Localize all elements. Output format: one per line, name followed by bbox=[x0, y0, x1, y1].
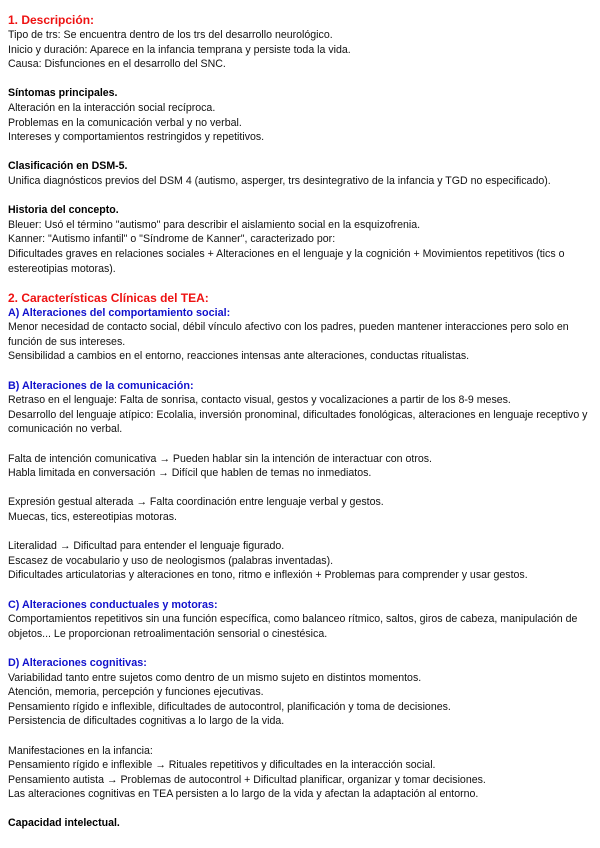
heading-dsm5: Clasificación en DSM-5. bbox=[8, 160, 128, 173]
paragraph: Desarrollo del lenguaje atípico: Ecolalia, inversión pronominal, dificultades fonológicas, alteraciones en lenguaje receptivo y comunicación no verbal. bbox=[8, 408, 588, 436]
paragraph: Dificultades graves en relaciones sociales + Alteraciones en el lenguaje y la cognición + Movimientos repetitivos (tics o estereotipias motoras). bbox=[8, 247, 565, 275]
paragraph: Variabilidad tanto entre sujetos como dentro de un mismo sujeto en distintos momentos. bbox=[8, 671, 422, 684]
paragraph: Comportamientos repetitivos sin una función específica, como balanceo rítmico, saltos, giros de cabeza, manipulación de objetos... Le proporcionan retroalimentación sensorial o cinestésica. bbox=[8, 613, 578, 640]
paragraph: Habla limitada en conversación → Difícil que hablen de temas no inmediatos. bbox=[8, 467, 372, 480]
paragraph: Alteración en la interacción social recíproca. bbox=[8, 101, 216, 114]
paragraph: Escasez de vocabulario y uso de neologismos (palabras inventadas). bbox=[8, 554, 334, 567]
heading-sintomas: Síntomas principales. bbox=[8, 87, 118, 100]
paragraph: Bleuer: Usó el término "autismo" para describir el aislamiento social en la esquizofrenia. bbox=[8, 218, 421, 231]
paragraph: Pensamiento rígido e inflexible, dificultades de autocontrol, planificación y toma de decisiones. bbox=[8, 700, 451, 713]
paragraph: Expresión gestual alterada → Falta coordinación entre lenguaje verbal y gestos. bbox=[8, 496, 384, 509]
section-title-descripcion: 1. Descripción: bbox=[8, 13, 95, 27]
paragraph: Problemas en la comunicación verbal y no verbal. bbox=[8, 116, 242, 129]
paragraph: Falta de intención comunicativa → Pueden hablar sin la intención de interactuar con otros. bbox=[8, 452, 432, 465]
paragraph: Unifica diagnósticos previos del DSM 4 (autismo, asperger, trs desintegrativo de la infancia y TGD no especificado). bbox=[8, 174, 551, 187]
paragraph: Inicio y duración: Aparece en la infancia temprana y persiste toda la vida. bbox=[8, 43, 351, 56]
paragraph: Pensamiento rígido e inflexible → Rituales repetitivos y dificultades en la interacción social. bbox=[8, 759, 436, 772]
paragraph: Muecas, tics, estereotipias motoras. bbox=[8, 511, 177, 523]
subsection-title-comunicacion: B) Alteraciones de la comunicación: bbox=[8, 379, 194, 392]
paragraph: Causa: Disfunciones en el desarrollo del SNC. bbox=[8, 58, 226, 71]
paragraph: Dificultades articulatorias y alteraciones en tono, ritmo e inflexión + Problemas para comprender y usar gestos. bbox=[8, 569, 528, 582]
paragraph: Menor necesidad de contacto social, débil vínculo afectivo con los padres, pueden mantener interacciones pero solo en función de sus intereses. bbox=[8, 321, 569, 348]
subsection-title-cognitivas: D) Alteraciones cognitivas: bbox=[8, 656, 147, 669]
section-title-caracteristicas: 2. Características Clínicas del TEA: bbox=[8, 290, 209, 305]
paragraph: Intereses y comportamientos restringidos y repetitivos. bbox=[8, 131, 265, 144]
paragraph: Literalidad → Dificultad para entender el lenguaje figurado. bbox=[8, 540, 285, 553]
subsection-title-social: A) Alteraciones del comportamiento social: bbox=[8, 306, 231, 319]
paragraph: Atención, memoria, percepción y funciones ejecutivas. bbox=[8, 686, 264, 699]
paragraph: Retraso en el lenguaje: Falta de sonrisa, contacto visual, gestos y vocalizaciones a partir de los 8-9 meses. bbox=[8, 394, 511, 407]
paragraph: Las alteraciones cognitivas en TEA persisten a lo largo de la vida y afectan la adaptación al entorno. bbox=[8, 788, 479, 801]
heading-historia: Historia del concepto. bbox=[8, 204, 119, 217]
paragraph: Manifestaciones en la infancia: bbox=[8, 744, 153, 757]
paragraph: Persistencia de dificultades cognitivas a lo largo de la vida. bbox=[8, 715, 285, 728]
paragraph: Tipo de trs: Se encuentra dentro de los trs del desarrollo neurológico. bbox=[8, 29, 333, 41]
subsection-title-conductuales: C) Alteraciones conductuales y motoras: bbox=[8, 598, 218, 611]
paragraph: Pensamiento autista → Problemas de autocontrol + Dificultad planificar, organizar y tomar decisiones. bbox=[8, 773, 486, 786]
paragraph: Sensibilidad a cambios en el entorno, reacciones intensas ante alteraciones, conductas ritualistas. bbox=[8, 350, 470, 363]
paragraph: Kanner: "Autismo infantil" o "Síndrome de Kanner", caracterizado por: bbox=[8, 233, 336, 246]
heading-capacidad-intelectual: Capacidad intelectual. bbox=[8, 817, 120, 830]
